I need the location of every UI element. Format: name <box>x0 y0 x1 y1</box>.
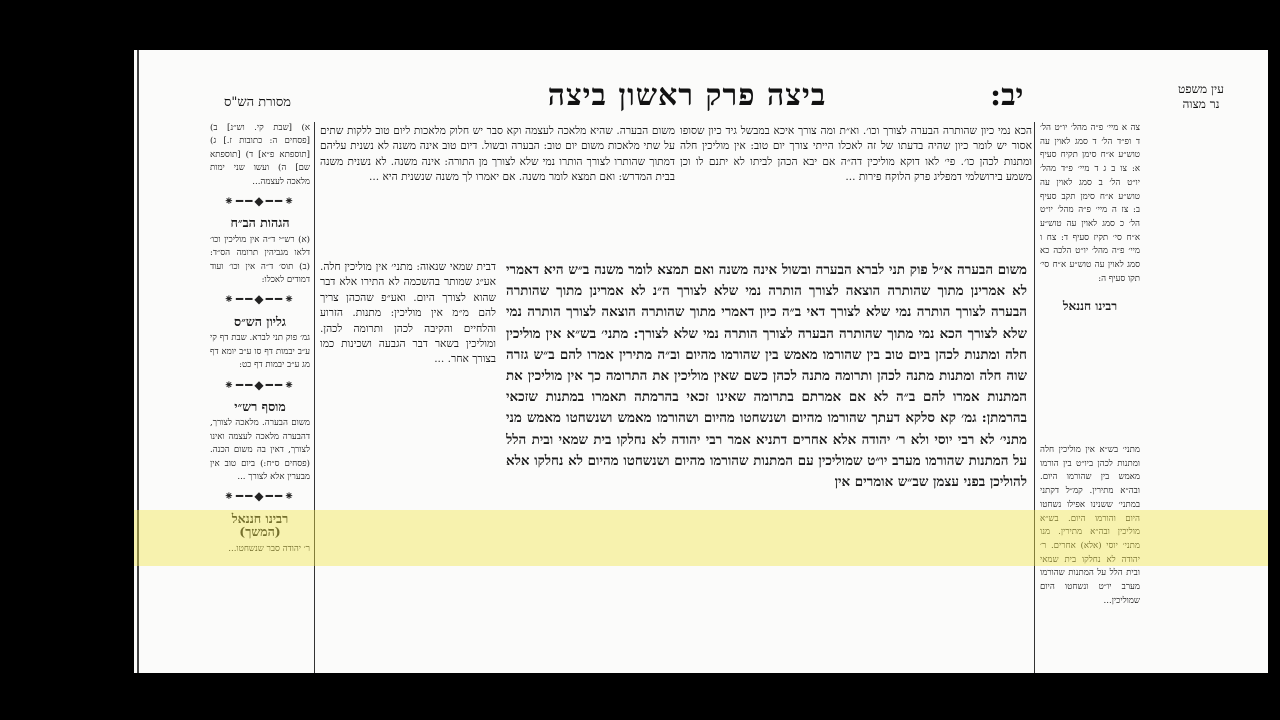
gemara-text: משום הבערה א״ל פוק תני לברא הבערה ובשול אינה משנה ואם תמצא לומר משנה ב״ש היא דאמרי לא אמרינן מתוך שהותרה הוצאה לצורך הותרה נמי שלא לצורך ה״נ לא אמרינן מתוך שהותרה הבערה לצורך הותרה נמי שלא לצורך דאי ב״ה כיון דאמרי מתוך שהותרה הוצאה לצורך הותרה נמי שלא לצורך הכא נמי מתוך שהותרה הבערה לצורך הותרה נמי שלא לצורך: מתני׳ בש״א אין מוליכין חלה ומתנות לכהן ביום טוב בין שהורמו מאמש בין שהורמו מהיום וב״ה מתירין אמרו להם ב״ש גזרה שוה חלה ומתנות מתנה לכהן ותרומה מתנה לכהן כשם שאין מוליכין את התרומה כך אין מוליכין את המתנות אמרו להם ב״ה לא אם אמרתם בתרומה שאינו זכאי בהרמתה תאמרו במתנות שזכאי בהרמתן: גמ׳ קא סלקא דעתך שהורמו מהיום ושנשחטו מהיום ושהורמו מאמש ושנשחטו מאמש מני מתני׳ לא רבי יוסי ולא ר׳ יהודה אלא אחרים דתניא אמר רבי יהודה לא נחלקו בית שמאי ובית הלל על המתנות שהורמו מערב יו״ט שמוליכין עם המתנות שהורמו מהיום ושנשחטו מהיום לא נחלקו אלא להוליכן בפני עצמן שב״ש אומרים אין <box>506 262 1027 491</box>
ornament-divider: ⁕━━◆━━⁕ <box>223 194 297 209</box>
musaf-rashi-heading: מוסף רש״י <box>234 398 286 414</box>
rashi-text: הכא נמי כיון שהותרה הבערה לצורך וכו׳. וא״ת ומה צורך איכא במבשל גיד כיון שסופו אסור יש לומר כיון שהיה בדעתו של זה לאכלו הייתי צורך יום טוב: אין מוליכין חלה ומתנות לכהן כו׳. פי׳ לאו דוקא מוליכין דה״ה אם יבא הכהן לביתו לא יתנם לו וכן משמע בירושלמי דמפליג פרק הלוקח פירות ... <box>680 125 1032 184</box>
column-divider <box>314 122 315 673</box>
tosafot-commentary <box>320 124 675 274</box>
tosafot-cont-text: דבית שמאי שנאוה: מתני׳ אין מוליכין חלה. אע״ג שמותר בהשכמה לא התירו אלא דבר שהוא לצורך היום. ואע״פ שהכהן צריך להם מ״מ אין מוליכין: מתנות. הזרוע והלחיים והקיבה לכהן ותרומה לכהן. ומוליכין בשאר דבר הגבעה ושכינות כמו בצורך אחר. ... <box>320 261 496 366</box>
column-divider <box>1034 122 1035 673</box>
rashi-commentary <box>680 124 1032 261</box>
ein-mishpat-column <box>1040 122 1140 432</box>
hagahot-text: (א) רש״י ד״ה אין מוליכין וכו׳ דלאו מגביהין תרומה הס״ד: (ב) תוס׳ ד״ה אין וכו׳ ועוד דמודים לאכלו: <box>210 234 310 286</box>
hagahot-heading: הגהות הב״ח <box>230 215 290 231</box>
mesoret-text: א) [שבת קי. וש״נ] ב) [פסחים ה: כתובות ז.] ג) [תוספתא פ״א] ד) [תוספתא שם] ה) ועשו שני ימות מלאכה לעצמה... <box>210 123 310 187</box>
mesoret-column <box>210 122 310 673</box>
ein-mishpat-title: עין משפט <box>1178 82 1224 96</box>
ornament-divider: ⁕━━◆━━⁕ <box>223 377 297 392</box>
left-black-bar <box>0 50 134 673</box>
ornament-divider: ⁕━━◆━━⁕ <box>223 489 297 504</box>
scan-page <box>0 50 1280 673</box>
ornament-divider: ⁕━━◆━━⁕ <box>223 292 297 307</box>
ein-mishpat-text: צה א מיי׳ פ״ה מהל׳ יו״ט הל׳ ד ופ״ד הל׳ ד סמג לאוין עה טוש״ע א״ח סימן תקיח סעיף א: צו ב ג ד מיי׳ פ״ד מהל׳ יו״ט הל׳ ב סמג לאוין עה טוש״ע א״ח סימן תקב סעיף ב: צז ה מיי׳ פ״ה מהל׳ יו״ט הל׳ כ סמג לאוין עה טוש״ע א״ח סי׳ תקיז סעיף ד: צח ו מיי׳ פ״ה מהל׳ יו״ט הלכה כא סמג לאוין עה טוש״ע א״ח סי׳ תקו סעיף ה: <box>1040 123 1140 284</box>
rabbeinu-chananel-heading: רבינו חננאל <box>1062 299 1118 314</box>
ein-mishpat-header <box>1154 82 1248 112</box>
daf-number: יב: <box>990 78 1024 113</box>
page-title: ביצה פרק ראשון ביצה <box>547 78 827 113</box>
gilyon-heading: גליון הש״ס <box>234 313 286 329</box>
gilyon-text: גמ׳ פוק תני לברא. שבת דף קי ע״ב יבמות דף סו ע״ב יומא דף מג ע״ב יבמות דף כט: <box>210 333 310 371</box>
right-black-bar <box>1268 50 1280 673</box>
rabbeinu-chananel-cont-heading: רבינו חננאל (המשך) <box>231 510 289 540</box>
musaf-rashi-text: משום הבערה. מלאכה לצורך, דהבערה מלאכה לעצמה ואינו לצורך, דאין בה משום הכנה. (פסחים ס״ח:) ביום טוב אין מבערין אלא לצורך ... <box>210 418 310 482</box>
rabbeinu-chananel-text: מתני׳ בש״א אין מוליכין חלה ומתנות לכהן ביו״ט בין הורמו מאמש בין שהורמו היום. ובה״א מתירין. קמ״ל דקתני במתני׳ ששנינו אפילו נשחטו היום והורמו היום. בש״א מוליכין ובה״א מתירין. מנו מתני׳ יוסי (אלא) אחרים. ר׳ יהודה לא נחלקו בית שמאי ובית הלל על המתנות שהורמו מערב יו״ט ונשחטו היום שמוליכין... <box>1040 445 1140 606</box>
tosafot-text: משום הבערה. שהיא מלאכה לעצמה וקא סבר יש חלוק מלאכות ליום טוב ללקות שתים על שתי מלאכות משום יום טוב: הבערה ובשול. דיום טוב אינה משנה לא נשנית עליהם דמתוך שהותרו לצורך הותרו נמי שלא לצורך מן התורה: אינה משנה. לא נשנית משנה בבית המדרש: ואם תמצא לומר משנה. אם יאמרו לך משנה שנשנית היא ... <box>320 125 675 184</box>
mesoret-header: מסורת הש"ס <box>224 95 291 110</box>
ner-mitzvah-title: נר מצוה <box>1182 97 1220 111</box>
tosafot-continuation <box>320 260 496 673</box>
highlight-band <box>134 510 1268 566</box>
page-fold-line <box>137 50 139 673</box>
rabbeinu-chananel-cont-text: ר׳ יהודה סבר שנשחטו... <box>228 543 310 554</box>
gemara-text-block <box>506 260 1027 673</box>
